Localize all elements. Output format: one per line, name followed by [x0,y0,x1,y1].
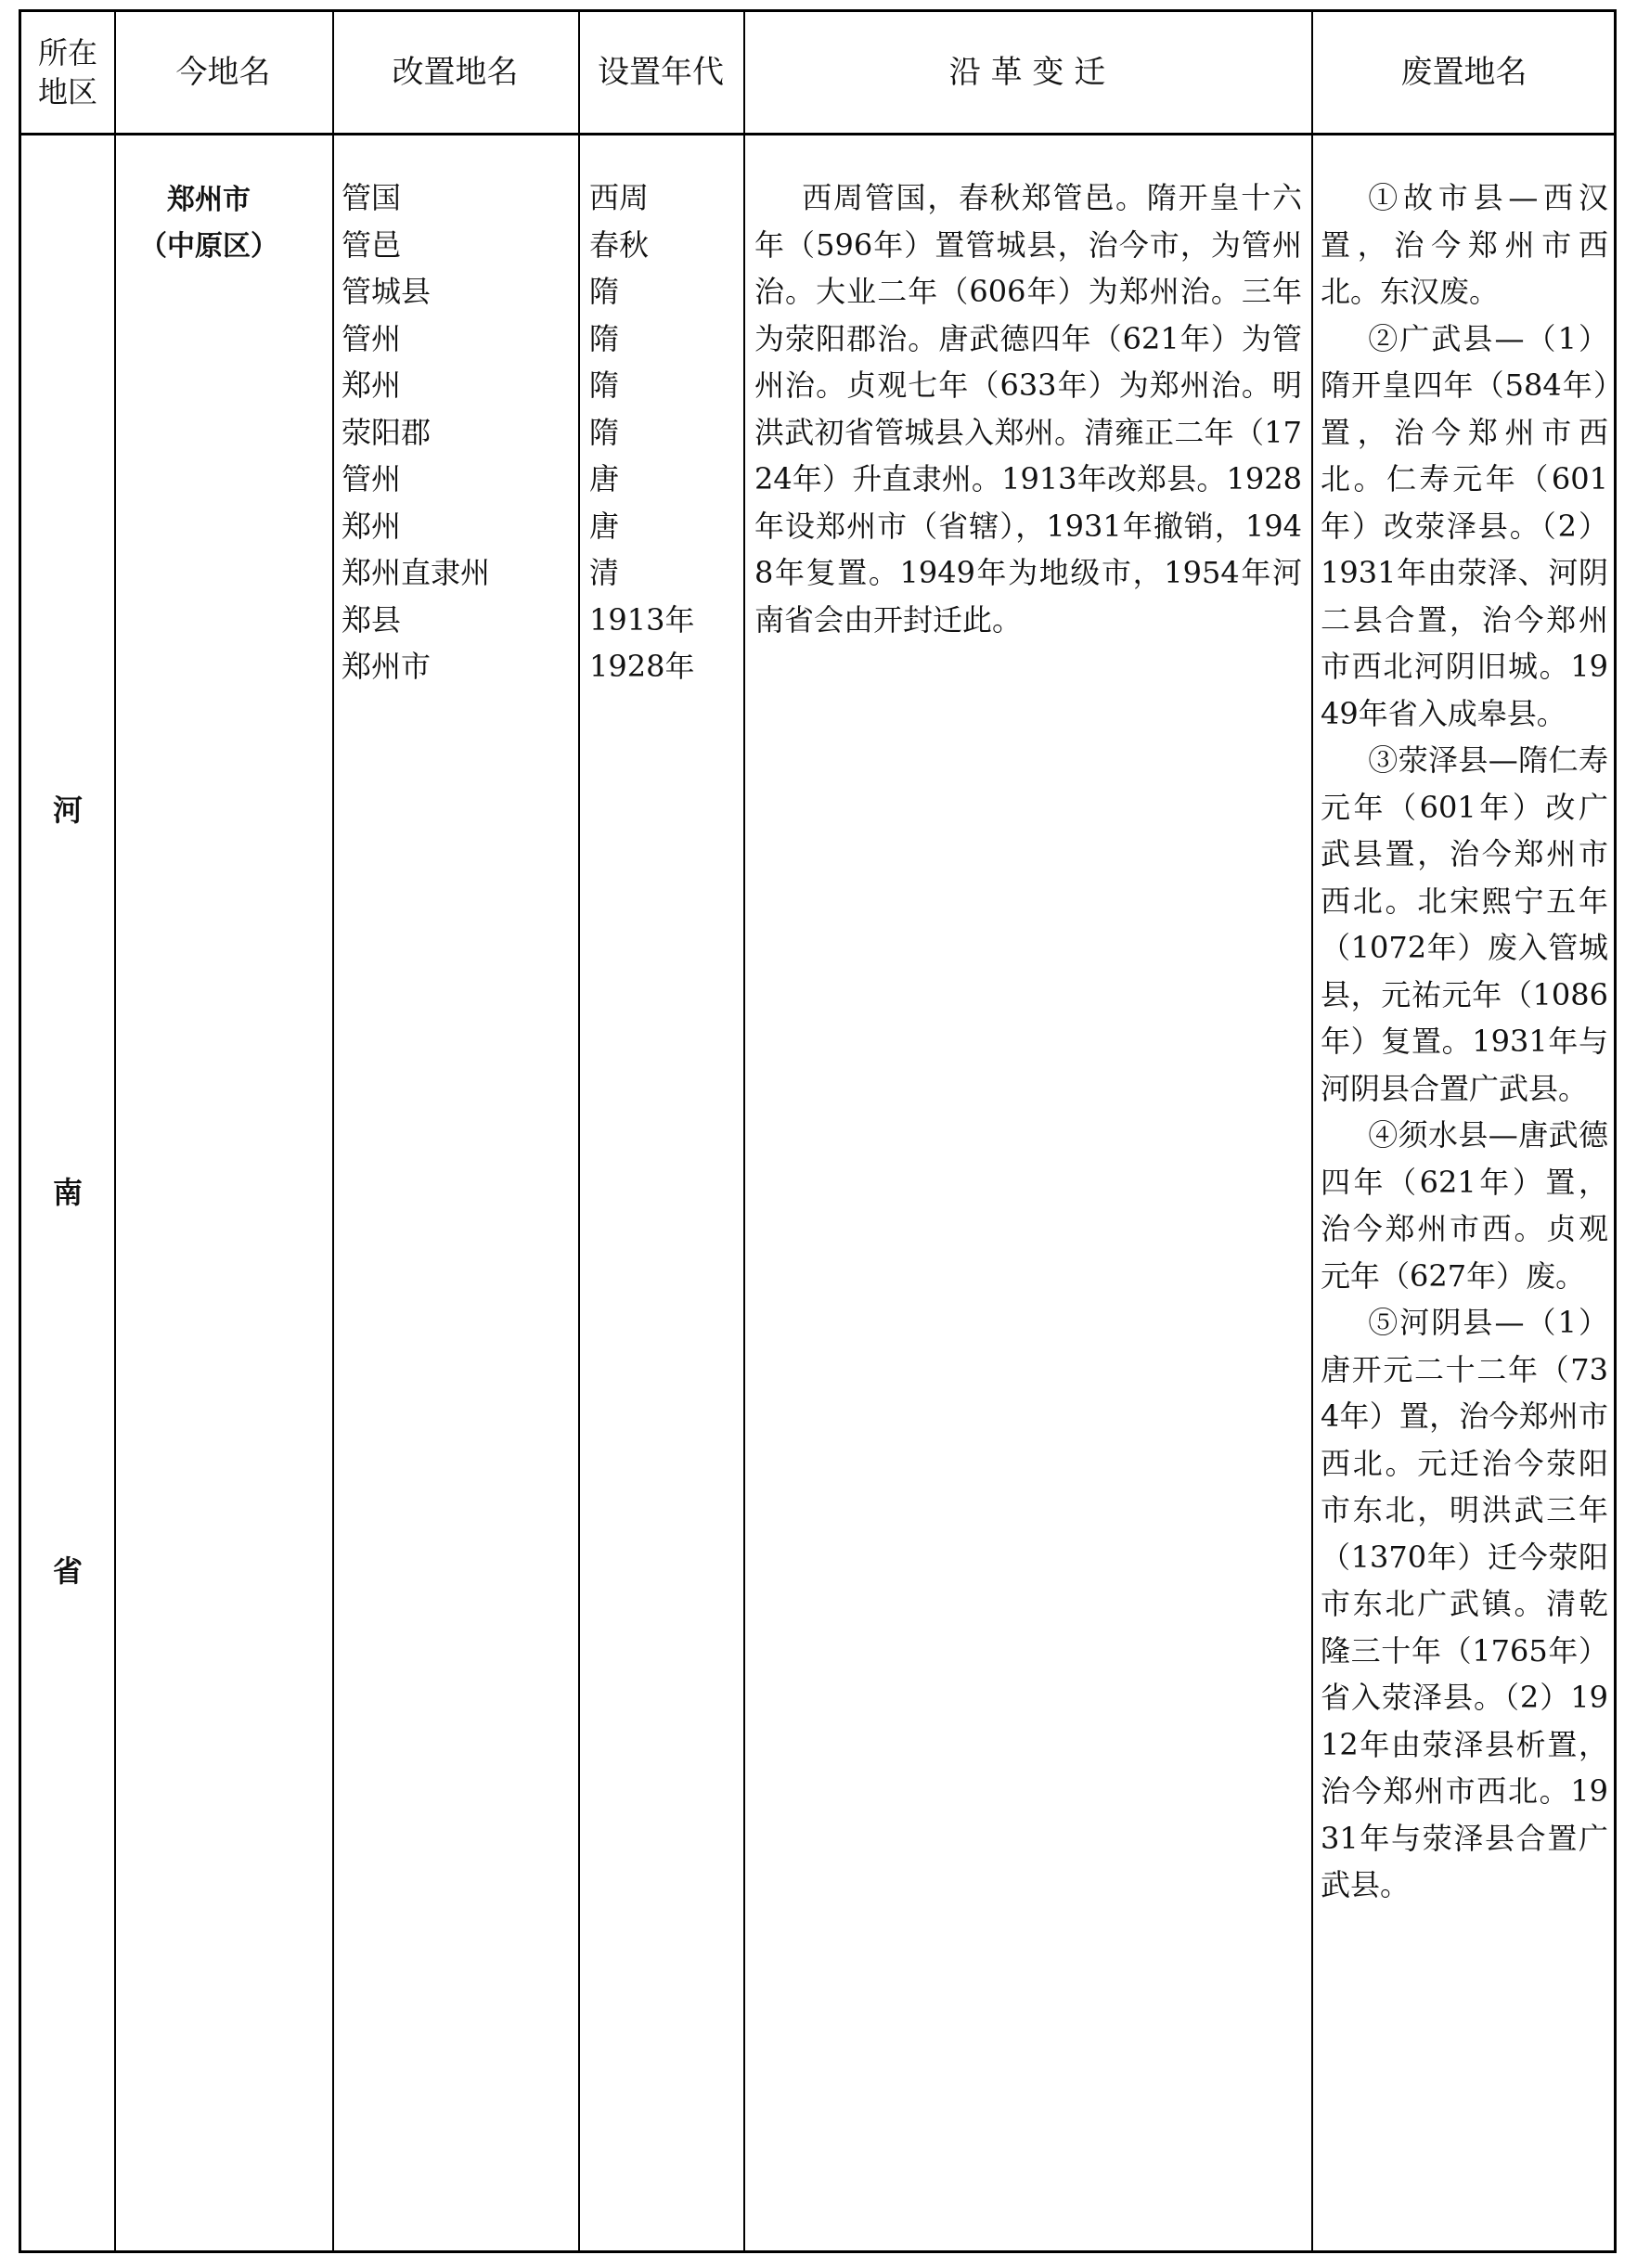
current-name-cell [135,177,283,270]
era-item: 隋 [589,320,620,356]
header-current-name: 今地名 [175,54,271,91]
changed-name-item: 郑州市 [342,649,432,684]
changed-name-item: 管州 [342,320,402,356]
abolished-item: ⑤河阴县—（1）唐开元二十二年（734年）置，治今郑州市西北。元迁治今荥阳市东北，明洪武三年（1370年）迁今荥阳市东北广武镇。清乾隆三十年（1765年）省入荥泽县。（2）1912年由荥泽县析置，治今郑州市西北。1931年与荥泽县合置广武县。 [1321,1305,1608,1902]
changed-name-item: 管邑 [342,226,402,263]
changed-name-item: 管州 [342,461,402,496]
era-item: 春秋 [589,226,650,263]
region-char-nan: 南 [52,1175,83,1210]
era-item: 隋 [589,274,620,309]
changed-name-item: 郑县 [342,601,402,638]
era-item: 隋 [589,414,620,450]
region-char-sheng: 省 [52,1553,83,1589]
changed-name-item: 郑州 [342,508,402,544]
abolished-item: ①故市县—西汉置，治今郑州市西北。东汉废。 [1321,180,1608,309]
history-text: 西周管国，春秋郑管邑。隋开皇十六年（596年）置管城县，治今市，为管州治。大业二年（606年）为郑州治。三年为荥阳郡治。唐武德四年（621年）为管州治。贞观七年（633年）为郑州治。明洪武初省管城县入郑州。清雍正二年（1724年）升直隶州。1913年改郑县。1928年设郑州市（省辖），1931年撤销，1948年复置。1949年为地级市，1954年河南省会由开封迁此。 [754,180,1302,638]
current-district-name: （中原区） [139,230,278,263]
header-established-era: 设置年代 [598,54,724,91]
era-item: 唐 [589,461,620,496]
abolished-item: ②广武县—（1）隋开皇四年（584年）置，治今郑州市西北。仁寿元年（601年）改荥泽县。（2）1931年由荥泽、河阴二县合置，治今郑州市西北河阴旧城。1949年省入成皋县。 [1321,320,1608,731]
abolished-item: ④须水县—唐武德四年（621年）置，治今郑州市西。贞观元年（627年）废。 [1321,1117,1608,1294]
column-divider [743,12,745,2250]
changed-names-list [342,174,574,690]
region-char-he: 河 [52,793,83,828]
header-region [21,12,114,133]
era-item: 西周 [589,180,650,215]
changed-name-item: 管国 [342,180,402,215]
eras-list [589,174,738,690]
era-item: 1913年 [589,601,695,638]
current-city-name: 郑州市 [167,184,251,216]
changed-name-item: 郑州直隶州 [342,555,491,590]
changed-name-item: 荥阳郡 [342,414,432,450]
abolished-item: ③荥泽县—隋仁寿元年（601年）改广武县置，治今郑州市西北。北宋熙宁五年（1072年）废入管城县，元祐元年（1086年）复置。1931年与河阴县合置广武县。 [1321,742,1608,1106]
header-abolished-names: 废置地名 [1400,54,1527,91]
column-divider [578,12,580,2250]
column-divider [332,12,334,2250]
header-region-line2: 地区 [37,74,97,110]
changed-name-item: 郑州 [342,367,402,403]
changed-name-item: 管城县 [342,274,432,309]
column-divider [114,12,116,2250]
header-history: 沿 革 变 迁 [948,54,1106,91]
gazetteer-table [19,9,1617,2253]
era-item: 唐 [589,508,620,544]
header-divider [21,133,1614,135]
era-item: 隋 [589,367,620,403]
header-changed-names: 改置地名 [392,54,519,91]
column-divider [1311,12,1313,2250]
abolished-list [1321,174,1608,1909]
header-region-line1: 所在 [37,35,97,71]
era-item: 1928年 [589,649,695,684]
era-item: 清 [589,555,620,590]
